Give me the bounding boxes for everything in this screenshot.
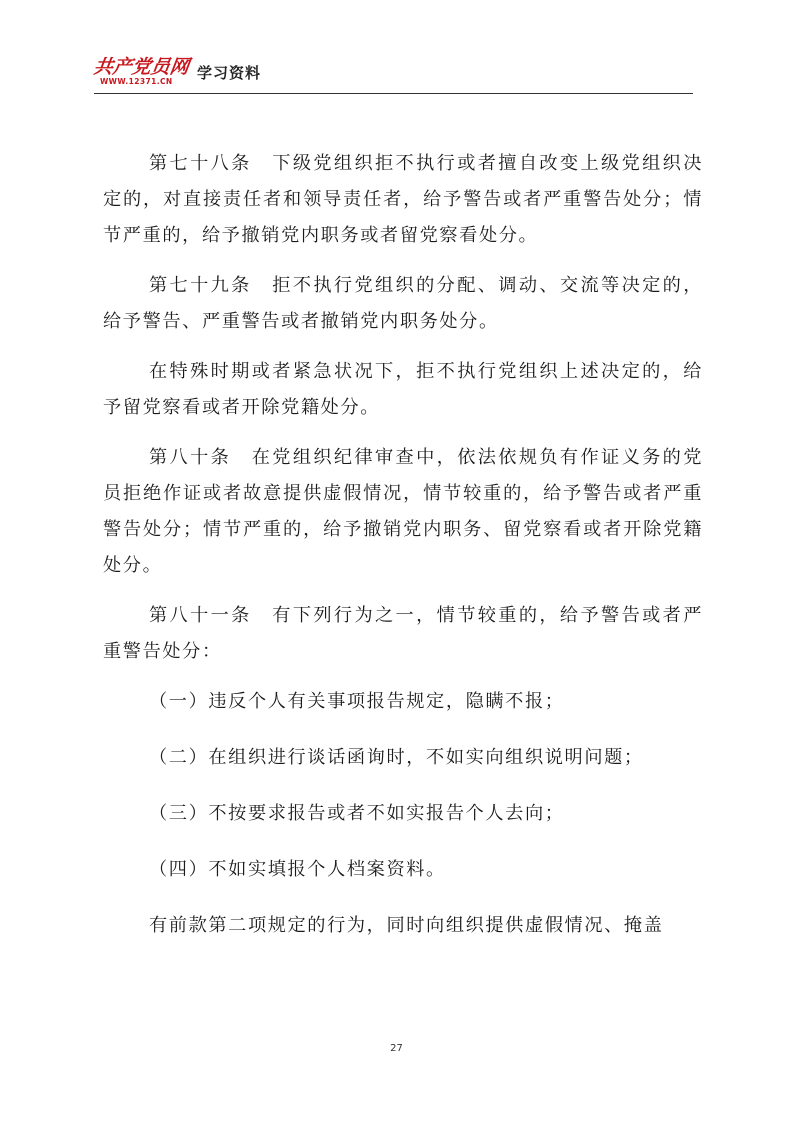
- article-79: 第七十九条 拒不执行党组织的分配、调动、交流等决定的，给予警告、严重警告或者撤销党内职务处分。: [103, 275, 703, 332]
- list-item-1: （一）违反个人有关事项报告规定，隐瞒不报；: [149, 691, 565, 712]
- page-number: 27: [390, 1043, 403, 1054]
- header-divider: [94, 93, 693, 94]
- list-item-2: （二）在组织进行谈话函询时，不如实向组织说明问题；: [149, 747, 644, 768]
- logo-url: WWW.12371.CN: [100, 77, 173, 86]
- list-item-3: （三）不按要求报告或者不如实报告个人去向；: [149, 803, 565, 824]
- section-title: 学习资料: [197, 64, 262, 82]
- document-body: [103, 146, 703, 958]
- logo-text: 共产党员网: [92, 56, 191, 78]
- article-81-clause-2: 有前款第二项规定的行为，同时向组织提供虚假情况、掩盖: [149, 915, 664, 936]
- list-item-4: （四）不如实填报个人档案资料。: [149, 859, 446, 880]
- site-logo: [94, 50, 190, 90]
- article-79-clause-2: 在特殊时期或者紧急状况下，拒不执行党组织上述决定的，给予留党察看或者开除党籍处分。: [103, 361, 703, 418]
- article-78: 第七十八条 下级党组织拒不执行或者擅自改变上级党组织决定的，对直接责任者和领导责任者，给予警告或者严重警告处分；情节严重的，给予撤销党内职务或者留党察看处分。: [103, 153, 703, 246]
- article-80: 第八十条 在党组织纪律审查中，依法依规负有作证义务的党员拒绝作证或者故意提供虚假情况，情节较重的，给予警告或者严重警告处分；情节严重的，给予撤销党内职务、留党察看或者开除党籍处分。: [103, 447, 703, 576]
- page-header: [94, 50, 693, 94]
- article-81: 第八十一条 有下列行为之一，情节较重的，给予警告或者严重警告处分：: [103, 605, 703, 662]
